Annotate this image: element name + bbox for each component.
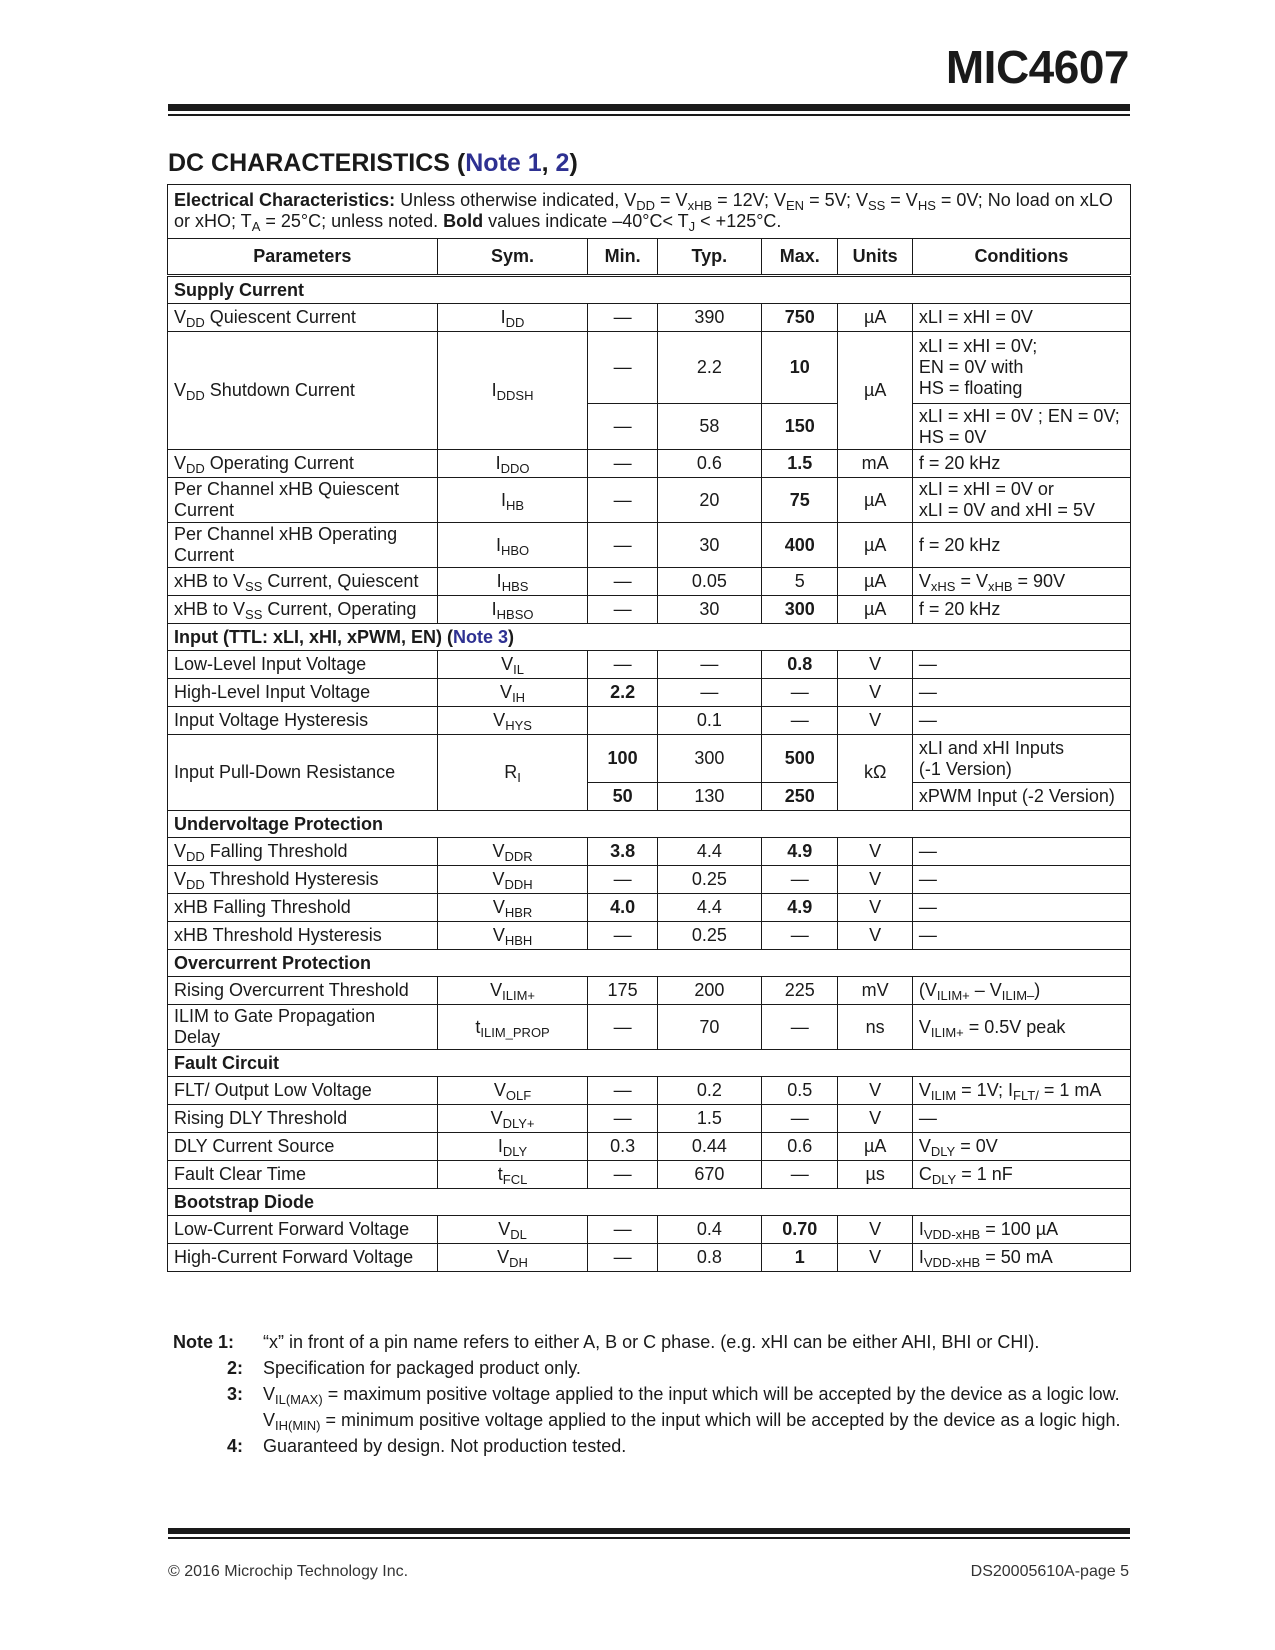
table-row: xHB Falling Threshold $V_{HBR}$ 4.0 4.4 4.9 V — (168, 894, 1131, 922)
section-fault-circuit: Fault Circuit (168, 1050, 1131, 1077)
col-symbol: Sym. (437, 239, 588, 276)
table-row: $V_{DD}$ Quiescent Current $I_{DD}$ — 390 750 µA xLI = xHI = 0V (168, 304, 1131, 332)
col-min: Min. (588, 239, 657, 276)
table-row: 50 130 250 xPWM Input (-2 Version) (168, 783, 1131, 811)
table-row: High-Level Input Voltage $V_{IH}$ 2.2 — — V — (168, 679, 1131, 707)
table-row: FLT/ Output Low Voltage $V_{OLF}$ — 0.2 0.5 V $V_{ILIM} = 1V$; $I_{FLT/} = 1$ mA (168, 1077, 1131, 1105)
table-row: Rising DLY Threshold $V_{DLY+}$ — 1.5 — V — (168, 1105, 1131, 1133)
part-number-title: MIC4607 (945, 41, 1129, 93)
table-row: Fault Clear Time $t_{FCL}$ — 670 — µs $C_{DLY} = 1$ nF (168, 1161, 1131, 1189)
table-row: Low-Level Input Voltage $V_{IL}$ — — 0.8 V — (168, 651, 1131, 679)
footer-page-number: DS20005610A-page 5 (970, 1563, 1129, 1580)
note-1-link[interactable]: Note 1 (465, 149, 542, 177)
table-row: $V_{DD}$ Falling Threshold $V_{DDR}$ 3.8 4.4 4.9 V — (168, 838, 1131, 866)
table-row: Per Channel xHB Quiescent Current $I_{HB}$ — 20 75 µA xLI = xHI = 0V or xLI = 0V and xHI = 5V (168, 478, 1131, 523)
note-2-link[interactable]: 2 (555, 149, 570, 177)
section-overcurrent: Overcurrent Protection (168, 950, 1131, 977)
col-max: Max. (762, 239, 838, 276)
col-units: Units (838, 239, 912, 276)
table-row: Rising Overcurrent Threshold $V_{ILIM+}$ 175 200 225 mV $(V_{ILIM+} - V_{ILIM-})$ (168, 977, 1131, 1005)
table-row: xHB Threshold Hysteresis $V_{HBH}$ — 0.25 — V — (168, 922, 1131, 950)
col-parameters: Parameters (168, 239, 438, 276)
table-row: ILIM to Gate Propagation Delay $t_{ILIM\_PROP}$ — 70 — ns $V_{ILIM+} = 0.5V$ peak (168, 1005, 1131, 1050)
table-row: xHB to $V_{SS}$ Current, Quiescent $I_{HBS}$ — 0.05 5 µA $V_{xHS} = V_{xHB} = 90V$ (168, 568, 1131, 596)
table-row: Input Pull-Down Resistance $R_I$ 100 300 500 kΩ xLI and xHI Inputs (-1 Version) (168, 735, 1131, 783)
note-2: 2: Specification for packaged product only. (226, 1358, 581, 1378)
table-row: $V_{DD}$ Shutdown Current $I_{DDSH}$ — 2.2 10 µA xLI = xHI = 0V; EN = 0V with HS = floating (168, 332, 1131, 404)
col-conditions: Conditions (912, 239, 1130, 276)
note-4: 4: Guaranteed by design. Not production tested. (226, 1436, 627, 1456)
table-row: High-Current Forward Voltage $V_{DH}$ — 0.8 1 V $I_{VDD-xHB} = 50$ mA (168, 1244, 1131, 1272)
note-3-link[interactable]: Note 3 (452, 626, 508, 647)
section-undervoltage: Undervoltage Protection (168, 811, 1131, 838)
notes-section (173, 1332, 1133, 1462)
footer-rule-thin (168, 1537, 1130, 1539)
table-row: $V_{DD}$ Threshold Hysteresis $V_{DDH}$ — 0.25 — V — (168, 866, 1131, 894)
table-row: $V_{DD}$ Operating Current $I_{DDO}$ — 0.6 1.5 mA f = 20 kHz (168, 450, 1131, 478)
header-rule (168, 104, 1130, 111)
table-row: xHB to $V_{SS}$ Current, Operating $I_{HBSO}$ — 30 300 µA f = 20 kHz (168, 596, 1131, 624)
section-title: DC CHARACTERISTICS (Note 1, 2) (168, 149, 578, 177)
table-header-row (168, 239, 1131, 276)
table-row: Low-Current Forward Voltage $V_{DL}$ — 0.4 0.70 V $I_{VDD-xHB} = 100$ µA (168, 1216, 1131, 1244)
table-row: Per Channel xHB Operating Current $I_{HBO}$ — 30 400 µA f = 20 kHz (168, 523, 1131, 568)
note-3: 3: $V_{IL(MAX)}$ = maximum positive voltage applied to the input which will be accepted by the device as a logic low. $V_{IH(MIN)}$ = minimum positive voltage applied to the input which will be accepted by the device as a logic high. (226, 1384, 1121, 1433)
col-typ: Typ. (657, 239, 761, 276)
header-rule-thin (168, 114, 1130, 116)
table-row: Input Voltage Hysteresis $V_{HYS}$ 0.1 — V — (168, 707, 1131, 735)
table-row: DLY Current Source $I_{DLY}$ 0.3 0.44 0.6 µA $V_{DLY} = 0V$ (168, 1133, 1131, 1161)
section-supply-current: Supply Current (168, 276, 1131, 304)
electrical-characteristics-note: Electrical Characteristics: Unless otherwise indicated, $V_{DD} = V_{xHB} = 12V$; $V_{EN} = 5V$; $V_{SS} = V_{HS} = 0V$; No load on xLO or xHO; $T_A = 25^\circ C$; unless noted. Bold values indicate $-40^\circ C< T_J < +125^\circ C$. (168, 185, 1131, 239)
section-input: Input (TTL: xLI, xHI, xPWM, EN) (Note 3) (168, 624, 1131, 651)
note-1: Note 1: “x” in front of a pin name refers to either A, B or C phase. (e.g. xHI can be either AHI, BHI or CHI). (173, 1332, 1040, 1352)
section-bootstrap-diode: Bootstrap Diode (168, 1189, 1131, 1216)
footer-copyright: © 2016 Microchip Technology Inc. (168, 1563, 409, 1580)
footer-rule (168, 1528, 1130, 1534)
table-row: — 58 150 xLI = xHI = 0V ; EN = 0V; HS = 0V (168, 404, 1131, 450)
dc-characteristics-table (167, 184, 1131, 1272)
